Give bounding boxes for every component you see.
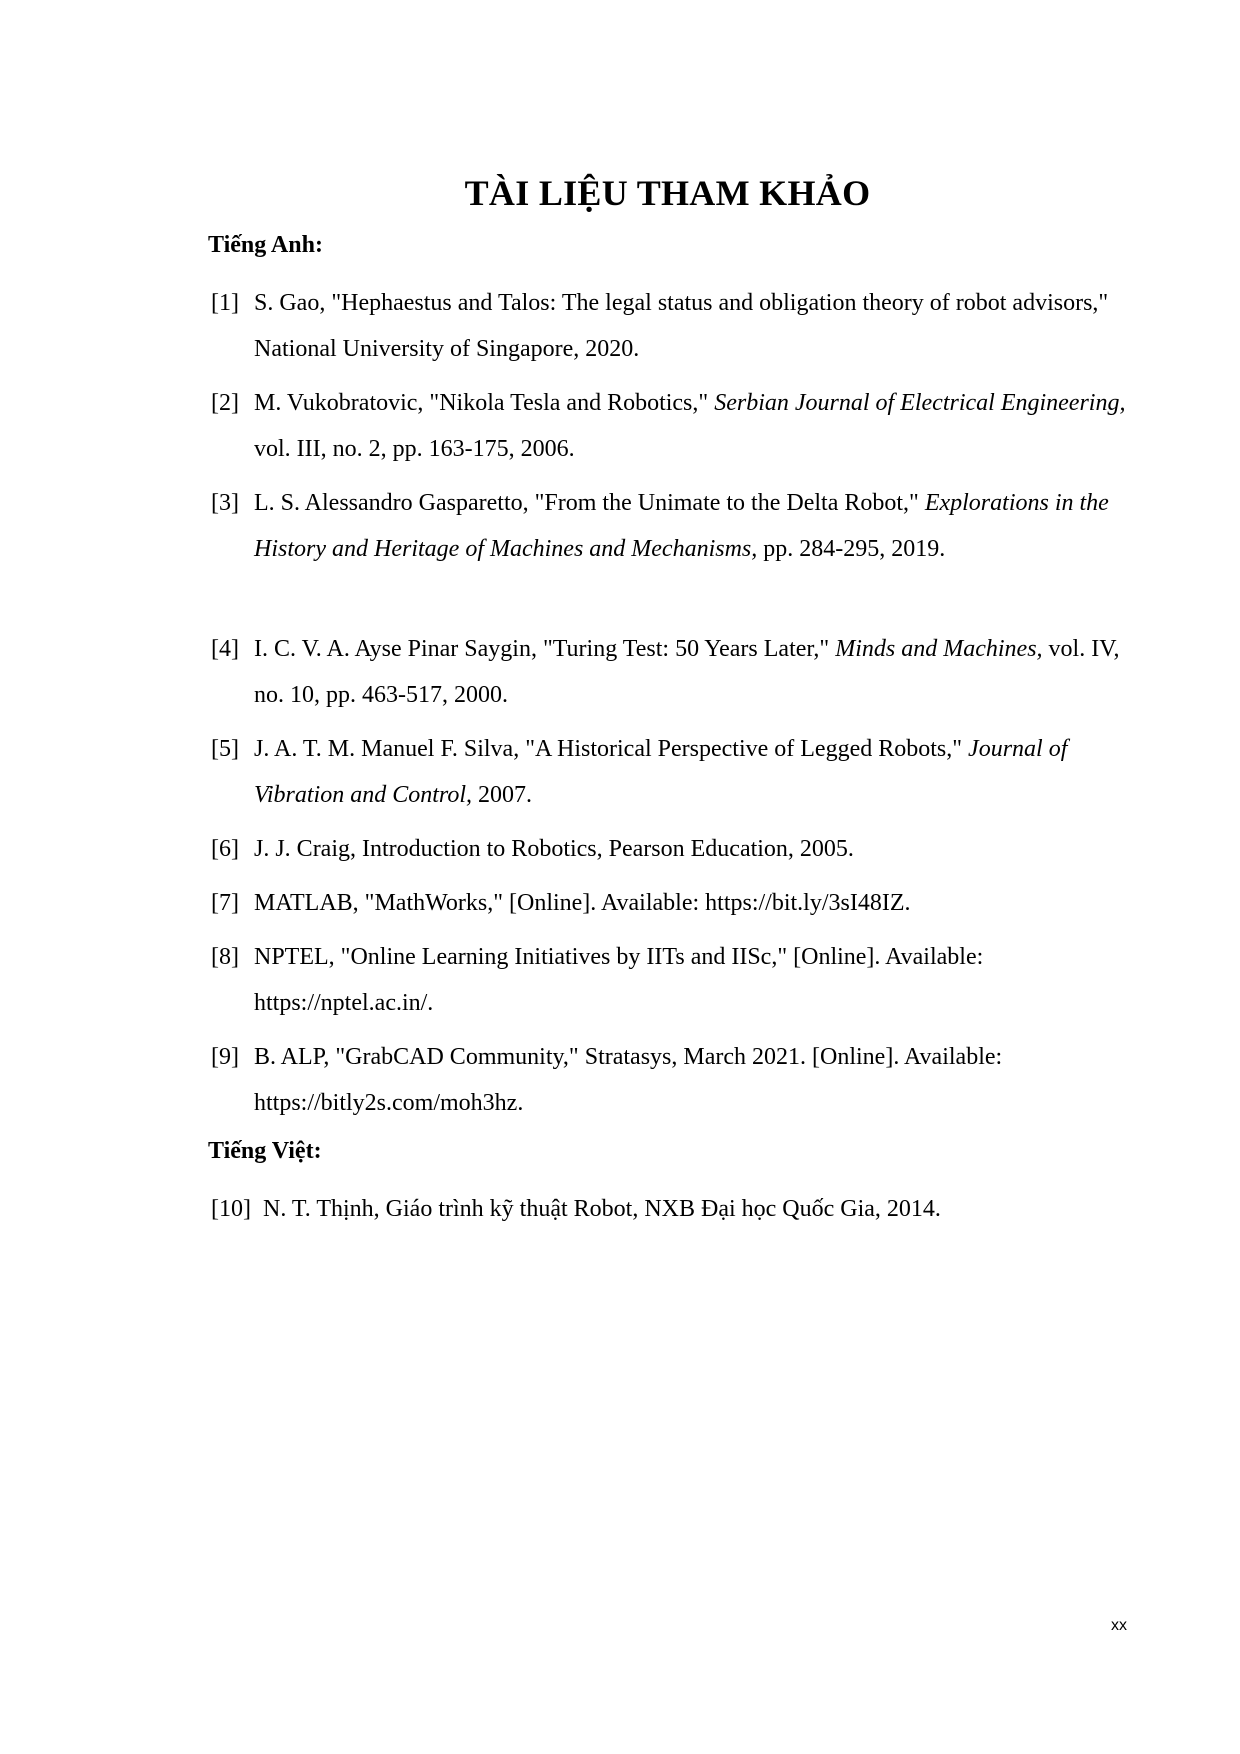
reference-number: [10] bbox=[211, 1196, 251, 1222]
reference-item bbox=[211, 480, 1131, 572]
section-heading-english: Tiếng Anh: bbox=[208, 232, 323, 258]
reference-main-text: MATLAB, "MathWorks," [Online]. Available: https://bit.ly/3sI48IZ. bbox=[254, 890, 911, 916]
reference-text bbox=[254, 934, 1131, 1026]
reference-journal: Journal of Vibration and Control, bbox=[254, 736, 1068, 808]
reference-journal: Explorations in the History and Heritage of Machines and Mechanisms, bbox=[254, 490, 1109, 562]
reference-number: [6] bbox=[211, 836, 239, 862]
reference-item bbox=[211, 380, 1131, 472]
reference-item bbox=[211, 880, 1131, 926]
reference-text bbox=[254, 380, 1131, 472]
reference-text bbox=[254, 880, 1131, 926]
reference-text bbox=[254, 826, 1131, 872]
reference-main-text: M. Vukobratovic, "Nikola Tesla and Robotics," bbox=[254, 390, 715, 416]
reference-text bbox=[254, 1034, 1131, 1126]
reference-text bbox=[254, 280, 1131, 372]
page-title: TÀI LIỆU THAM KHẢO bbox=[464, 173, 871, 213]
reference-item bbox=[211, 934, 1131, 1026]
reference-number: [9] bbox=[211, 1044, 239, 1070]
reference-number: [7] bbox=[211, 890, 239, 916]
reference-text bbox=[263, 1186, 1131, 1232]
reference-item bbox=[211, 1186, 1131, 1232]
reference-main-text: NPTEL, "Online Learning Initiatives by IITs and IISc," [Online]. Available: https://nptel.ac.in/. bbox=[254, 944, 984, 1016]
reference-main-text: S. Gao, "Hephaestus and Talos: The legal status and obligation theory of robot advisors," National University of Singapore, 2020. bbox=[254, 290, 1109, 362]
reference-main-text: J. J. Craig, Introduction to Robotics, Pearson Education, 2005. bbox=[254, 836, 854, 862]
reference-number: [5] bbox=[211, 736, 239, 762]
reference-item bbox=[211, 280, 1131, 372]
page-number: xx bbox=[1111, 1617, 1127, 1634]
reference-number: [4] bbox=[211, 636, 239, 662]
reference-item bbox=[211, 1034, 1131, 1126]
reference-details: 2007. bbox=[472, 782, 533, 808]
reference-item bbox=[211, 826, 1131, 872]
reference-text bbox=[254, 726, 1131, 818]
reference-main-text: N. T. Thịnh, Giáo trình kỹ thuật Robot, NXB Đại học Quốc Gia, 2014. bbox=[263, 1196, 941, 1222]
reference-details: vol. III, no. 2, pp. 163-175, 2006. bbox=[254, 436, 575, 462]
section-heading-vietnamese: Tiếng Việt: bbox=[208, 1138, 322, 1164]
reference-main-text: L. S. Alessandro Gasparetto, "From the Unimate to the Delta Robot," bbox=[254, 490, 925, 516]
reference-main-text: J. A. T. M. Manuel F. Silva, "A Historical Perspective of Legged Robots," bbox=[254, 736, 969, 762]
reference-number: [3] bbox=[211, 490, 239, 516]
reference-main-text: B. ALP, "GrabCAD Community," Stratasys, March 2021. [Online]. Available: https://bitly2s.com/moh3hz. bbox=[254, 1044, 1003, 1116]
reference-journal: Minds and Machines, bbox=[835, 636, 1043, 662]
reference-item bbox=[211, 726, 1131, 818]
reference-text bbox=[254, 480, 1131, 572]
reference-number: [2] bbox=[211, 390, 239, 416]
reference-number: [1] bbox=[211, 290, 239, 316]
reference-number: [8] bbox=[211, 944, 239, 970]
reference-item bbox=[211, 626, 1131, 718]
reference-details: vol. IV, no. 10, pp. 463-517, 2000. bbox=[254, 636, 1120, 708]
reference-details: pp. 284-295, 2019. bbox=[757, 536, 946, 562]
reference-text bbox=[254, 626, 1131, 718]
reference-journal: Serbian Journal of Electrical Engineering, bbox=[714, 390, 1126, 416]
reference-main-text: I. C. V. A. Ayse Pinar Saygin, "Turing Test: 50 Years Later," bbox=[254, 636, 836, 662]
